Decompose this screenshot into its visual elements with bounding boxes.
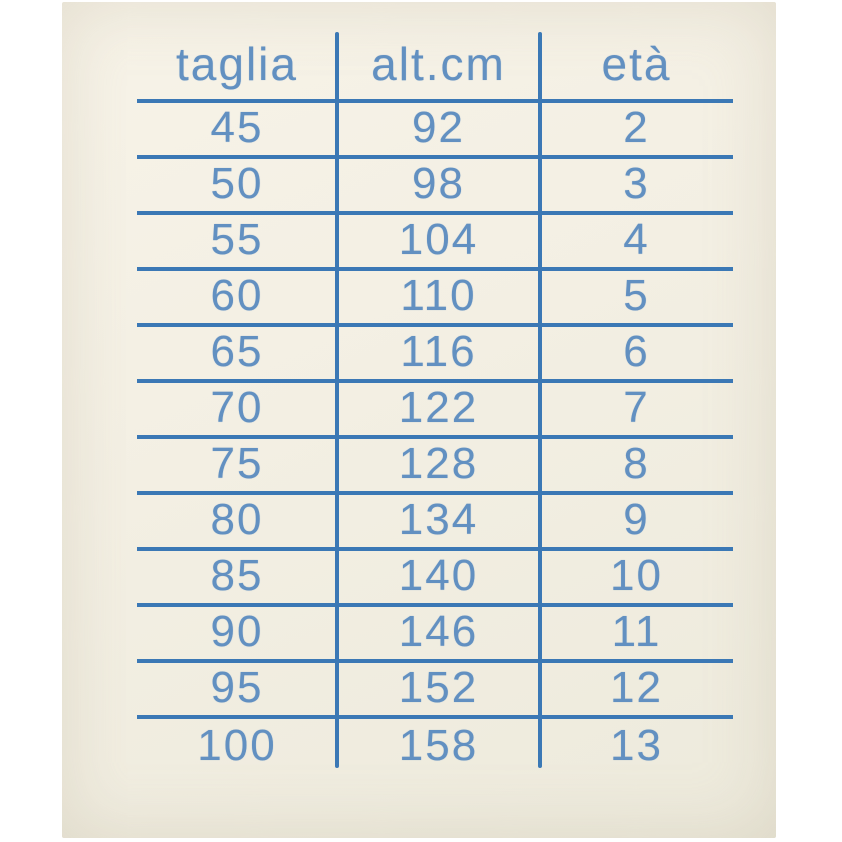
cell-taglia: 70 [210, 383, 264, 432]
table-row [137, 215, 733, 271]
table-row [137, 663, 733, 719]
cell-alt-cm: 116 [400, 327, 477, 376]
cell-eta: 9 [623, 495, 650, 544]
table-row [137, 495, 733, 551]
table-row [137, 103, 733, 159]
cell-taglia: 75 [210, 439, 264, 488]
cell-eta: 12 [610, 663, 663, 712]
table-row [137, 607, 733, 663]
cell-alt-cm: 134 [398, 495, 479, 544]
cell-alt-cm: 92 [412, 103, 465, 152]
cell-alt-cm: 152 [398, 663, 479, 712]
cell-taglia: 45 [210, 103, 264, 152]
header-cell-taglia: taglia [176, 38, 298, 90]
cell-eta: 11 [611, 607, 662, 656]
header-cell-alt-cm: alt.cm [371, 38, 506, 90]
cell-eta: 6 [623, 327, 650, 376]
cell-taglia: 95 [210, 663, 264, 712]
cell-eta: 2 [623, 103, 650, 152]
cell-taglia: 90 [210, 607, 264, 656]
table-row [137, 439, 733, 495]
cell-eta: 13 [610, 721, 663, 770]
table-row [137, 327, 733, 383]
cell-taglia: 50 [210, 159, 264, 208]
cell-alt-cm: 110 [400, 271, 477, 320]
cell-alt-cm: 128 [398, 439, 479, 488]
cell-eta: 4 [623, 215, 650, 264]
size-chart-table [137, 31, 733, 775]
cell-eta: 8 [623, 439, 650, 488]
cell-alt-cm: 122 [398, 383, 479, 432]
table-row [137, 551, 733, 607]
table-row [137, 159, 733, 215]
table-row [137, 271, 733, 327]
cell-taglia: 100 [197, 721, 277, 770]
cell-taglia: 60 [210, 271, 264, 320]
table-row [137, 719, 733, 775]
cell-eta: 7 [623, 383, 650, 432]
table-row [137, 383, 733, 439]
cell-alt-cm: 158 [398, 721, 479, 770]
cell-taglia: 80 [210, 495, 264, 544]
table-header-row [137, 31, 733, 103]
cell-taglia: 55 [210, 215, 264, 264]
cell-eta: 3 [623, 159, 650, 208]
cell-eta: 5 [623, 271, 650, 320]
cell-alt-cm: 104 [398, 215, 479, 264]
cell-taglia: 65 [210, 327, 264, 376]
cell-eta: 10 [610, 551, 663, 600]
header-cell-eta: età [601, 38, 672, 90]
cell-alt-cm: 146 [398, 607, 479, 656]
cell-taglia: 85 [210, 551, 264, 600]
cell-alt-cm: 140 [398, 551, 479, 600]
cell-alt-cm: 98 [412, 159, 465, 208]
